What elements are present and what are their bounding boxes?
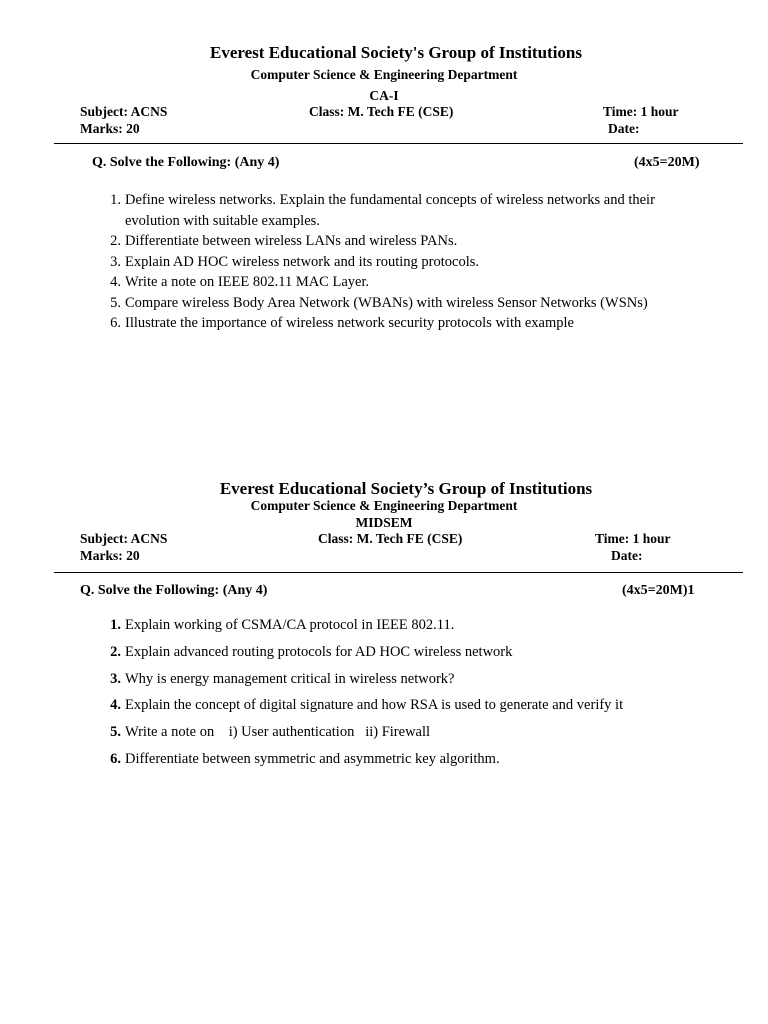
item-number: 5. <box>110 724 121 741</box>
list-item <box>110 252 725 273</box>
list-item <box>110 642 735 662</box>
exam-title: CA-I <box>369 88 399 103</box>
subject-label: Subject: ACNS <box>80 531 168 546</box>
marks-label: Marks: 20 <box>80 121 140 136</box>
question-marks: (4x5=20M) <box>634 155 700 170</box>
list-item <box>110 669 735 689</box>
list-item <box>110 190 725 231</box>
list-item <box>110 722 735 742</box>
list-item <box>110 313 725 334</box>
question-text: Explain AD HOC wireless network and its routing protocols. <box>125 253 479 270</box>
date-label: Date: <box>608 121 640 136</box>
question-heading: Q. Solve the Following: (Any 4) <box>92 155 280 170</box>
marks-label: Marks: 20 <box>80 548 140 563</box>
item-number: 2. <box>110 643 121 660</box>
question-text: Write a note on i) User authentication ii) Firewall <box>125 724 431 741</box>
question-text: Write a note on IEEE 802.11 MAC Layer. <box>125 274 370 290</box>
question-text-continued: evolution with suitable examples. <box>125 212 320 229</box>
list-item <box>110 695 735 715</box>
question-marks: (4x5=20M)1 <box>622 583 695 598</box>
institution-title: Everest Educational Society’s Group of Institutions <box>219 479 593 498</box>
question-heading: Q. Solve the Following: (Any 4) <box>80 583 268 598</box>
item-number: 4. <box>110 697 121 714</box>
exam-title: MIDSEM <box>355 515 413 530</box>
question-text: Illustrate the importance of wireless network security protocols with example <box>125 315 574 331</box>
question-text: Differentiate between symmetric and asymmetric key algorithm. <box>125 750 500 767</box>
department-title: Computer Science & Engineering Department <box>250 498 518 513</box>
item-number: 2. <box>110 233 121 249</box>
header-divider <box>54 572 743 573</box>
item-number: 1. <box>110 617 121 633</box>
header-divider <box>54 143 743 144</box>
time-label: Time: 1 hour <box>595 531 671 546</box>
class-label: Class: M. Tech FE (CSE) <box>309 104 454 119</box>
class-label: Class: M. Tech FE (CSE) <box>318 531 463 546</box>
institution-title: Everest Educational Society's Group of Institutions <box>210 43 582 62</box>
subject-label: Subject: ACNS <box>80 104 168 119</box>
item-number: 3. <box>110 253 121 270</box>
item-number: 3. <box>110 670 121 687</box>
date-label: Date: <box>611 548 643 563</box>
item-number: 5. <box>110 294 121 311</box>
question-text: Compare wireless Body Area Network (WBANs) with wireless Sensor Networks (WSNs) <box>125 294 648 311</box>
question-text: Define wireless networks. Explain the fundamental concepts of wireless networks and their <box>125 192 655 208</box>
question-text: Differentiate between wireless LANs and wireless PANs. <box>125 233 458 249</box>
question-text: Why is energy management critical in wireless network? <box>125 670 455 687</box>
question-list <box>110 190 725 334</box>
item-number: 6. <box>110 315 121 331</box>
question-list <box>110 615 735 776</box>
list-item <box>110 231 725 252</box>
list-item <box>110 293 725 314</box>
question-text: Explain the concept of digital signature and how RSA is used to generate and verify it <box>125 697 624 714</box>
item-number: 4. <box>110 274 121 290</box>
list-item <box>110 272 725 293</box>
time-label: Time: 1 hour <box>603 104 679 119</box>
question-text: Explain working of CSMA/CA protocol in IEEE 802.11. <box>125 617 455 633</box>
item-number: 6. <box>110 750 121 767</box>
department-title: Computer Science & Engineering Department <box>250 67 518 82</box>
list-item <box>110 749 735 769</box>
item-number: 1. <box>110 192 121 208</box>
question-text: Explain advanced routing protocols for AD HOC wireless network <box>125 643 513 660</box>
list-item <box>110 615 735 635</box>
